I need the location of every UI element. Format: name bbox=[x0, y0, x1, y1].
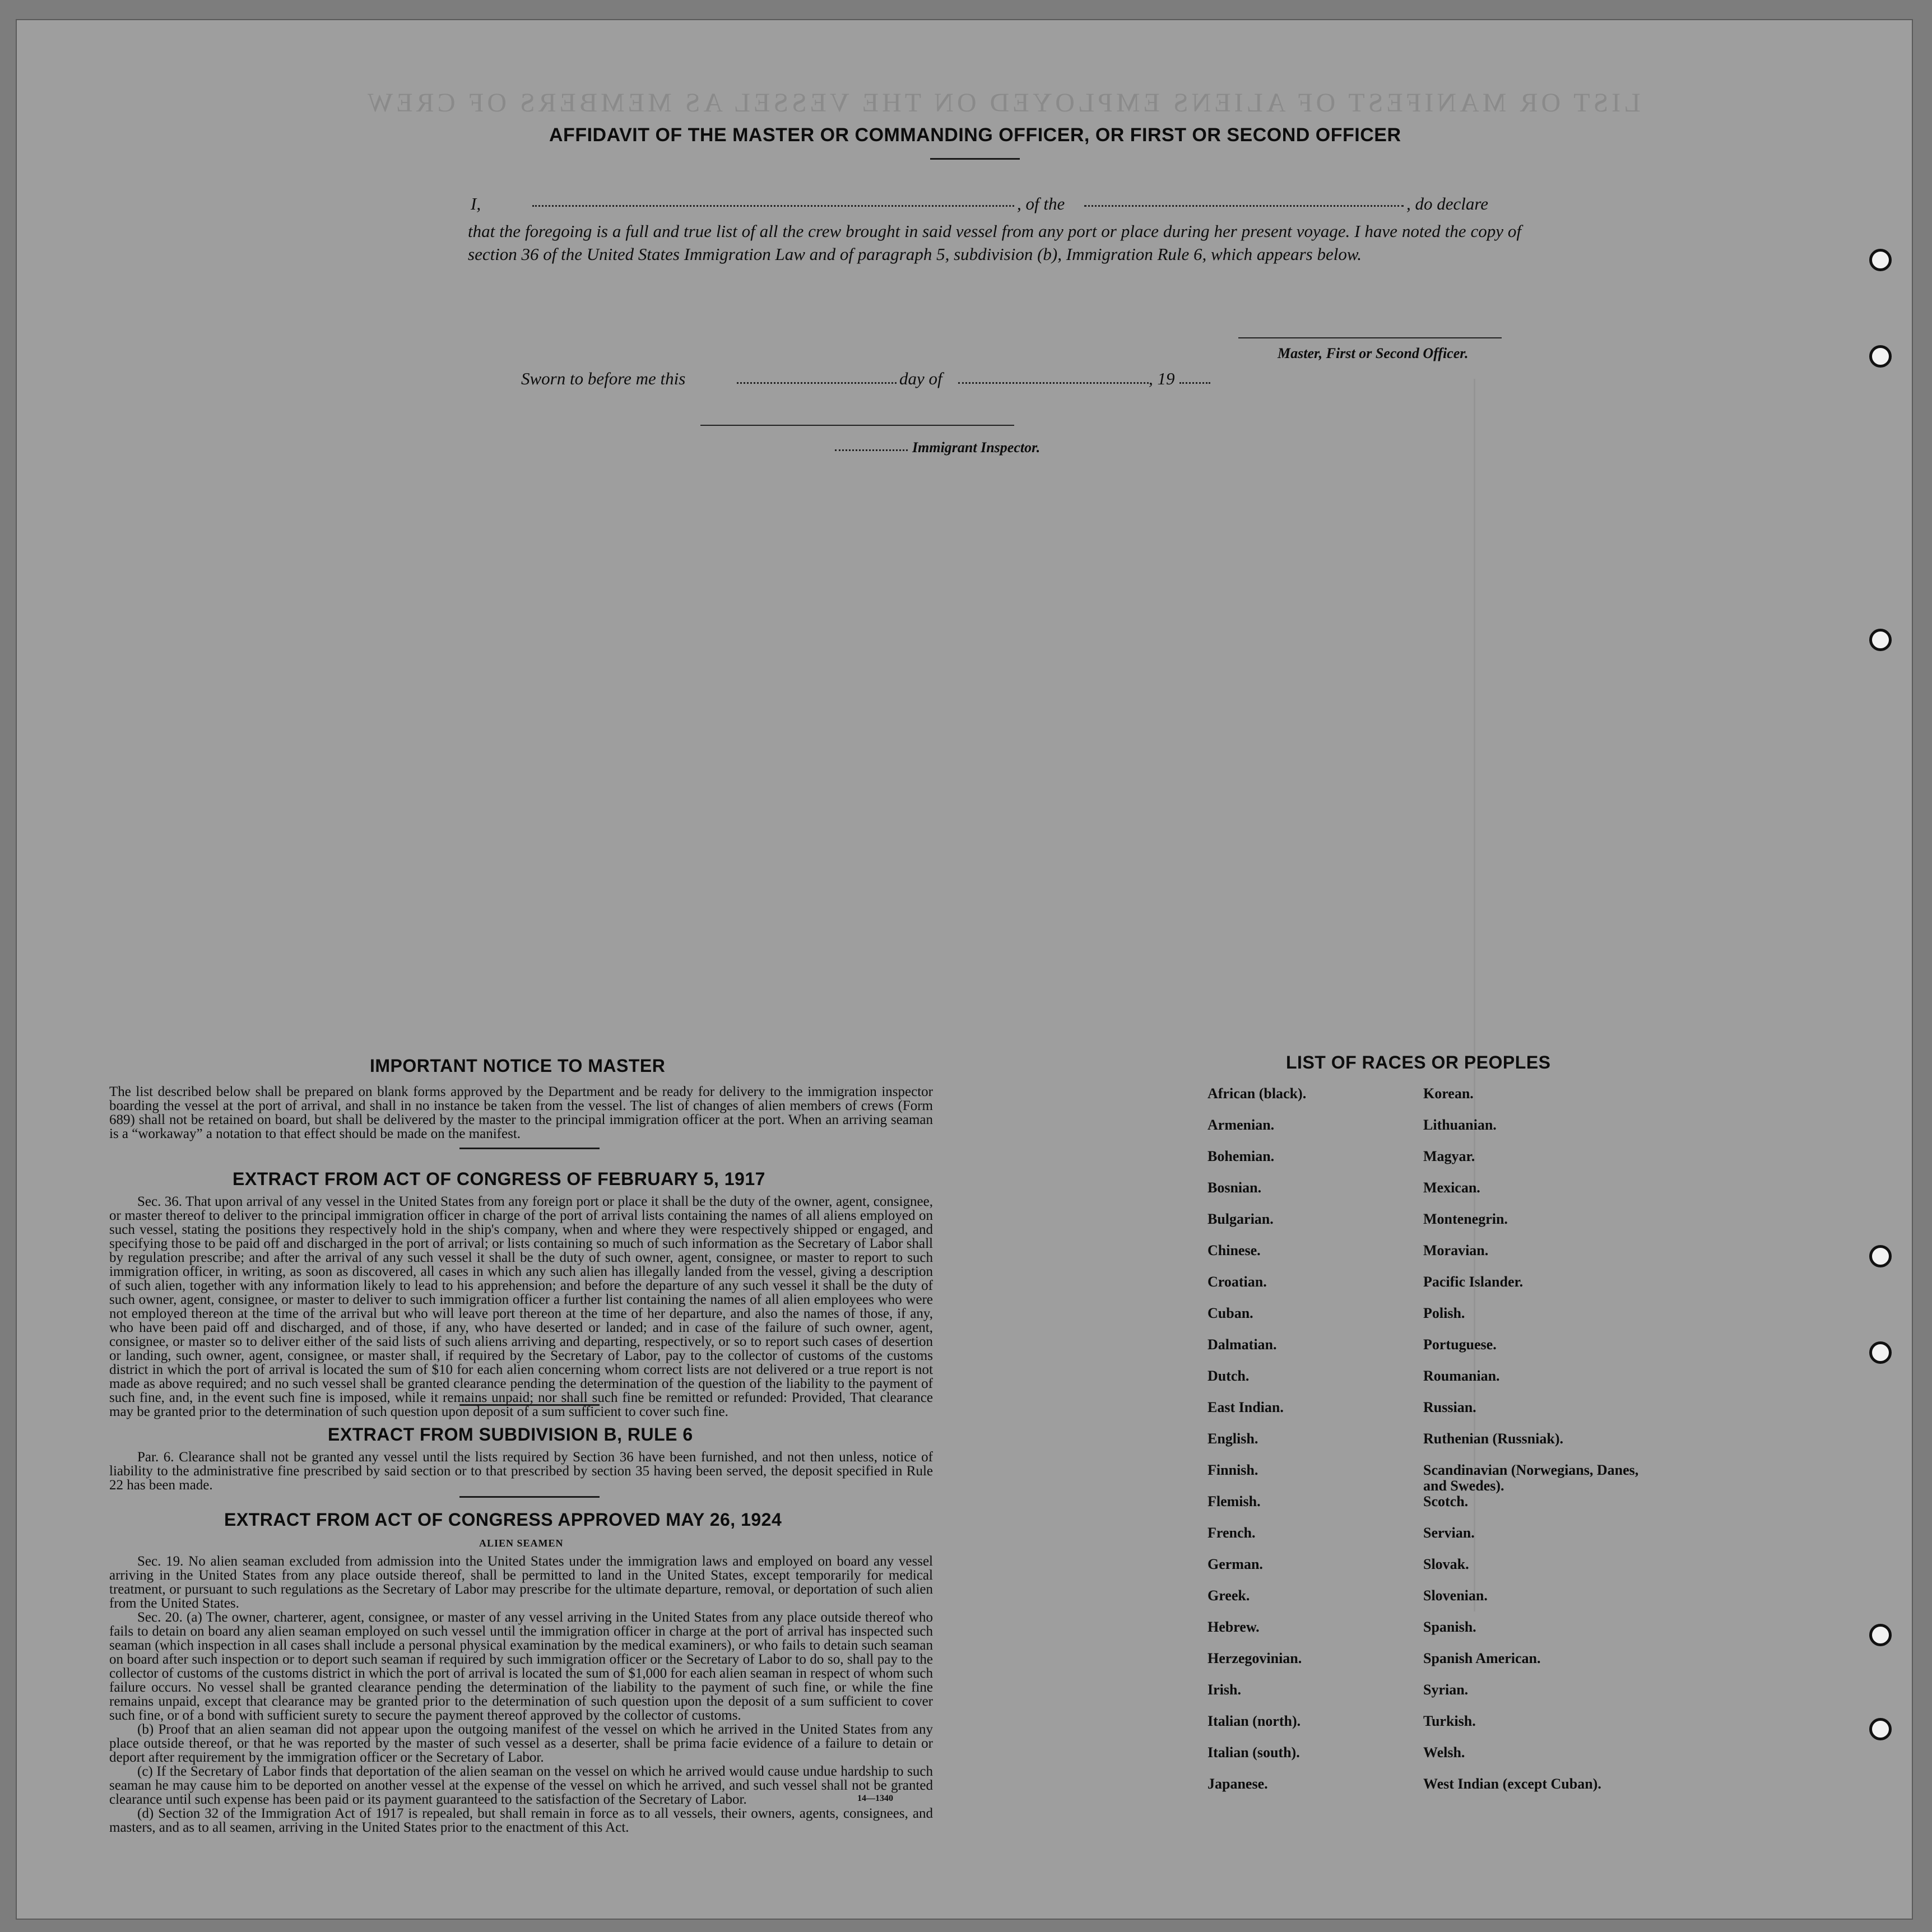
extract-1917-text: Sec. 36. That upon arrival of any vessel in the United States from any foreign port or place it shall be the duty of the owner, agent, consignee, or master thereof to deliver to the principal immigration officer in charge of the port of arrival lists containing the names of all aliens employed on such vessel, stating the positions they respectively hold in the ship's company, when and where they were respectively shipped or engaged, and specifying those to be paid off and discharged in the port of arrival; or lists containing so much of such information as the Secretary of Labor shall by regulation prescribe; and after the arrival of any such vessel it shall be the duty of such owner, agent, consignee, or master to report to such immigration officer, in writing, as soon as discovered, all cases in which any such alien has illegally landed from the vessel, giving a description of such alien, together with any information likely to lead to his apprehension; and before the departure of any such vessel it shall be the duty of such owner, agent, consignee, or master to deliver to such immigration officer a further list containing the names of all alien employees who were not employed thereon at the time of the arrival but who will leave port thereon at the time of her departure, and also the names of those, if any, who have been paid off and discharged, and of those, if any, who have deserted or landed; and in case of the failure of such owner, agent, consignee, or master so to deliver either of the said lists of such aliens arriving and departing, respectively, or so to report such cases of desertion or landing, such owner, agent, consignee, or master shall, if required by the Secretary of Labor, pay to the collector of customs of the customs district in which the port of arrival is located the sum of $10 for each alien concerning whom correct lists are not delivered or a true report is not made as above required; and no such vessel shall be granted clearance pending the determination of the question of the liability to the payment of such fine, and, in the event such fine is imposed, while it remains unpaid; nor shall such fine be remitted or refunded: Provided, That clearance may be granted prior to the determination of such question upon deposit of a sum sufficient to cover such fine. bbox=[109, 1194, 933, 1419]
declare-label: , do declare bbox=[1406, 194, 1489, 213]
race-item: Armenian. bbox=[1208, 1117, 1275, 1133]
punch-hole bbox=[1869, 1718, 1892, 1740]
sworn-day-field[interactable] bbox=[737, 382, 897, 384]
affidavit-body: that the foregoing is a full and true list of all the crew brought in said vessel from any port or place during her present voyage. I have noted the copy of section 36 of the United States Immigration Law and of paragraph 5, subdivision (b), Immigration Rule 6, which appears below. bbox=[468, 221, 1521, 264]
sworn-month-field[interactable] bbox=[958, 382, 1149, 384]
race-item: Bosnian. bbox=[1208, 1179, 1262, 1196]
race-item: Korean. bbox=[1423, 1085, 1474, 1102]
affidavit-line1 bbox=[471, 194, 1524, 214]
race-item: Irish. bbox=[1208, 1682, 1241, 1698]
notice-divider bbox=[459, 1148, 600, 1149]
affidavit-title: AFFIDAVIT OF THE MASTER OR COMMANDING OFFICER, OR FIRST OR SECOND OFFICER bbox=[549, 124, 1401, 146]
race-item: Welsh. bbox=[1423, 1744, 1465, 1761]
of-the-label: , of the bbox=[1017, 194, 1065, 213]
race-item: Syrian. bbox=[1423, 1682, 1469, 1698]
name-field[interactable] bbox=[532, 205, 1014, 207]
extract-rule6-text: Par. 6. Clearance shall not be granted any vessel until the lists required by Section 36 have been furnished, and not then unless, notice of liability to the administrative fine prescribed by said section or to that prescribed by section 35 having been served, the deposit specified in Rule 22 has been made. bbox=[109, 1450, 933, 1493]
race-item: Herzegovinian. bbox=[1208, 1650, 1302, 1666]
inspector-signature-dots bbox=[835, 449, 908, 451]
bleed-through-header: LIST OR MANIFEST OF ALIENS EMPLOYED ON THE VESSEL AS MEMBERS OF CREW bbox=[364, 88, 1641, 118]
extract-rule6-divider bbox=[459, 1496, 600, 1498]
title-divider bbox=[930, 158, 1020, 160]
extract-1924-text bbox=[109, 1554, 933, 1835]
race-item: Magyar. bbox=[1423, 1148, 1475, 1164]
races-right-column bbox=[1423, 1086, 1659, 1808]
master-signature-label: Master, First or Second Officer. bbox=[1278, 345, 1469, 361]
year-label: , 19 bbox=[1149, 369, 1175, 388]
document-page bbox=[16, 19, 1913, 1920]
notice-title: IMPORTANT NOTICE TO MASTER bbox=[370, 1056, 666, 1076]
races-left-column bbox=[1208, 1086, 1454, 1808]
race-item: Croatian. bbox=[1208, 1274, 1267, 1290]
sec-20c-paragraph: (c) If the Secretary of Labor finds that deportation of the alien seaman on the vessel on which he arrived would cause undue hardship to such seaman he may cause him to be deported on another vessel at the expense of the vessel on which he arrived, and such vessel shall not be granted clearance until such expense has been paid or its payment guaranteed to the satisfaction of the Secretary of Labor. bbox=[109, 1764, 933, 1807]
race-item: Russian. bbox=[1423, 1399, 1476, 1415]
affidavit-i-label: I, bbox=[471, 194, 481, 213]
race-item: Mexican. bbox=[1423, 1179, 1480, 1196]
punch-hole bbox=[1869, 629, 1892, 651]
punch-hole bbox=[1869, 345, 1892, 368]
race-item: Finnish. bbox=[1208, 1462, 1258, 1478]
race-item: Hebrew. bbox=[1208, 1619, 1260, 1635]
punch-hole bbox=[1869, 1341, 1892, 1364]
race-item: Greek. bbox=[1208, 1587, 1250, 1604]
race-item: African (black). bbox=[1208, 1085, 1307, 1102]
race-item: Flemish. bbox=[1208, 1493, 1261, 1510]
vessel-field[interactable] bbox=[1084, 205, 1404, 207]
race-item: Italian (north). bbox=[1208, 1713, 1301, 1729]
race-item: Italian (south). bbox=[1208, 1744, 1300, 1761]
race-item: Roumanian. bbox=[1423, 1368, 1500, 1384]
race-item: West Indian (except Cuban). bbox=[1423, 1776, 1601, 1792]
punch-hole bbox=[1869, 1624, 1892, 1646]
race-item: Chinese. bbox=[1208, 1242, 1261, 1258]
extract-1917-title: EXTRACT FROM ACT OF CONGRESS OF FEBRUARY 5, 1917 bbox=[233, 1169, 765, 1189]
sworn-year-field[interactable] bbox=[1179, 382, 1210, 384]
race-item: Dalmatian. bbox=[1208, 1336, 1277, 1353]
race-item: Slovak. bbox=[1423, 1556, 1469, 1572]
race-item: East Indian. bbox=[1208, 1399, 1284, 1415]
form-number: 14—1340 bbox=[857, 1794, 893, 1803]
sec-20a-paragraph: Sec. 20. (a) The owner, charterer, agent, consignee, or master of any vessel arriving in the United States from any place outside thereof who fails to detain on board any alien seaman employed on such vessel until the immigration officer in charge at the port of arrival has inspected such seaman (which inspection in all cases shall include a personal physical examination by the medical examiners), or who fails to detain such seaman on board after such inspection or to deport such seaman if required by such immigration officer or the Secretary of Labor to do so, shall pay to the collector of customs of the customs district in which the port of arrival is located the sum of $1,000 for each alien seaman in respect of whom such failure occurs. No vessel shall be granted clearance pending the determination of the liability to the payment of such fine, or while the fine remains unpaid, except that clearance may be granted prior to the determination of such question upon the deposit of a sum sufficient to cover such fine, or of a bond with sufficient surety to secure the payment thereof approved by the collector of customs. bbox=[109, 1610, 933, 1723]
inspector-signature-label: Immigrant Inspector. bbox=[912, 439, 1041, 456]
race-item: Spanish American. bbox=[1423, 1650, 1541, 1666]
races-title: LIST OF RACES OR PEOPLES bbox=[1286, 1052, 1551, 1072]
sec-20b-paragraph: (b) Proof that an alien seaman did not appear upon the outgoing manifest of the vessel on which he arrived in the United States from any place outside thereof, or that he was reported by the master of such vessel as a deserter, shall be prima facie evidence of a failure to detain or deport after requirement by the immigration officer or the Secretary of Labor. bbox=[109, 1722, 933, 1765]
race-item: Servian. bbox=[1423, 1525, 1475, 1541]
race-item: Japanese. bbox=[1208, 1776, 1268, 1792]
sec-19-paragraph: Sec. 19. No alien seaman excluded from admission into the United States under the immigration laws and employed on board any vessel arriving in the United States from any place outside thereof, shall be permitted to land in the United States, except temporarily for medical treatment, or pursuant to such regulations as the Secretary of Labor may prescribe for the ultimate departure, removal, or deportation of such alien from the United States. bbox=[109, 1554, 933, 1611]
race-item: Polish. bbox=[1423, 1305, 1465, 1321]
alien-seamen-heading: ALIEN SEAMEN bbox=[479, 1538, 564, 1549]
race-item: Turkish. bbox=[1423, 1713, 1476, 1729]
race-item: Ruthenian (Russniak). bbox=[1423, 1431, 1563, 1447]
sworn-label: Sworn to before me this bbox=[521, 369, 686, 388]
master-signature-line[interactable] bbox=[1238, 337, 1502, 338]
race-item: Montenegrin. bbox=[1423, 1211, 1508, 1227]
race-item: Pacific Islander. bbox=[1423, 1274, 1524, 1290]
extract-1924-title: EXTRACT FROM ACT OF CONGRESS APPROVED MAY 26, 1924 bbox=[224, 1510, 782, 1530]
race-item: Cuban. bbox=[1208, 1305, 1253, 1321]
race-item: Dutch. bbox=[1208, 1368, 1250, 1384]
punch-hole bbox=[1869, 1245, 1892, 1267]
race-item: Slovenian. bbox=[1423, 1587, 1488, 1604]
race-item: Bohemian. bbox=[1208, 1148, 1275, 1164]
extract-1917-divider bbox=[459, 1404, 600, 1406]
race-item: German. bbox=[1208, 1556, 1263, 1572]
race-item: Scandinavian (Norwegians, Danes, and Swedes). bbox=[1423, 1462, 1639, 1494]
race-item: English. bbox=[1208, 1431, 1258, 1447]
race-item: Lithuanian. bbox=[1423, 1117, 1497, 1133]
race-item: French. bbox=[1208, 1525, 1256, 1541]
race-item: Portuguese. bbox=[1423, 1336, 1497, 1353]
race-item: Bulgarian. bbox=[1208, 1211, 1274, 1227]
race-item: Spanish. bbox=[1423, 1619, 1476, 1635]
punch-hole bbox=[1869, 249, 1892, 271]
inspector-signature-line[interactable] bbox=[700, 425, 1014, 426]
race-item: Moravian. bbox=[1423, 1242, 1489, 1258]
notice-text: The list described below shall be prepared on blank forms approved by the Department and be ready for delivery to the immigration inspector boarding the vessel at the port of arrival, and shall in no instance be taken from the vessel. The list of changes of alien members of crews (Form 689) shall not be retained on board, but shall be delivered by the master to the principal immigration officer at the port. When an arriving seaman is a “workaway” a notation to that effect should be made on the manifest. bbox=[109, 1084, 933, 1141]
day-of-label: day of bbox=[899, 369, 942, 388]
race-item: Scotch. bbox=[1423, 1493, 1469, 1510]
extract-rule6-title: EXTRACT FROM SUBDIVISION B, RULE 6 bbox=[328, 1424, 693, 1445]
sec-20d-paragraph: (d) Section 32 of the Immigration Act of 1917 is repealed, but shall remain in force as to all vessels, their owners, agents, consignees, and masters, and as to all seamen, arriving in the United States prior to the enactment of this Act. bbox=[109, 1806, 933, 1835]
